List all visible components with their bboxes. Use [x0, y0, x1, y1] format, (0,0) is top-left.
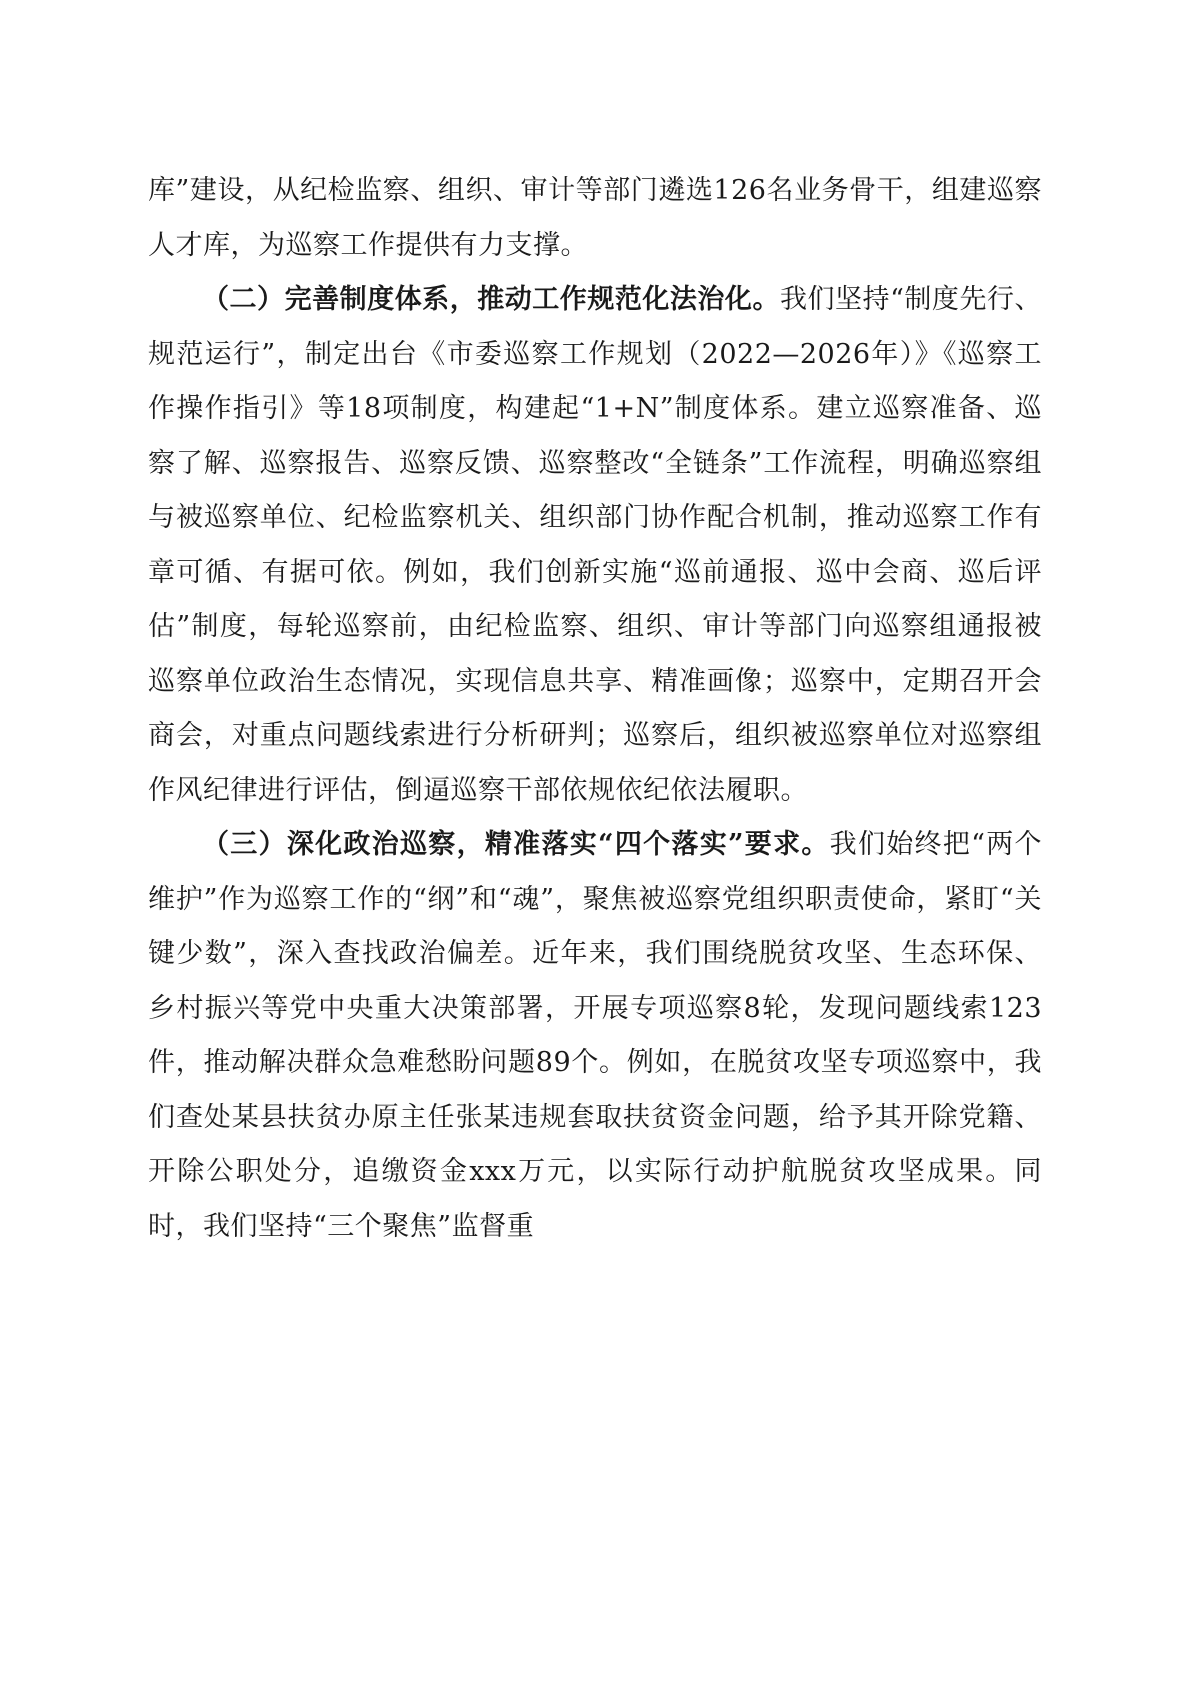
- document-page: [148, 164, 1042, 1254]
- section-heading: （三）深化政治巡察，精准落实“四个落实”要求。: [202, 829, 830, 860]
- paragraph-body: 库”建设，从纪检监察、组织、审计等部门遴选126名业务骨干，组建巡察人才库，为巡察工作提供有力支撑。: [148, 175, 1042, 261]
- paragraph-section-2: [148, 273, 1042, 818]
- paragraph-body: 我们始终把“两个维护”作为巡察工作的“纲”和“魂”，聚焦被巡察党组织职责使命，紧盯“关键少数”，深入查找政治偏差。近年来，我们围绕脱贫攻坚、生态环保、乡村振兴等党中央重大决策部署，开展专项巡察8轮，发现问题线索123件，推动解决群众急难愁盼问题89个。例如，在脱贫攻坚专项巡察中，我们查处某县扶贫办原主任张某违规套取扶贫资金问题，给予其开除党籍、开除公职处分，追缴资金xxx万元，以实际行动护航脱贫攻坚成果。同时，我们坚持“三个聚焦”监督重: [148, 829, 1042, 1242]
- paragraph-section-3: [148, 818, 1042, 1254]
- paragraph-continuation: [148, 164, 1042, 273]
- paragraph-body: 我们坚持“制度先行、规范运行”，制定出台《市委巡察工作规划（2022—2026年）》《巡察工作操作指引》等18项制度，构建起“1+N”制度体系。建立巡察准备、巡察了解、巡察报告、巡察反馈、巡察整改“全链条”工作流程，明确巡察组与被巡察单位、纪检监察机关、组织部门协作配合机制，推动巡察工作有章可循、有据可依。例如，我们创新实施“巡前通报、巡中会商、巡后评估”制度，每轮巡察前，由纪检监察、组织、审计等部门向巡察组通报被巡察单位政治生态情况，实现信息共享、精准画像；巡察中，定期召开会商会，对重点问题线索进行分析研判；巡察后，组织被巡察单位对巡察组作风纪律进行评估，倒逼巡察干部依规依纪依法履职。: [148, 284, 1042, 806]
- section-heading: （二）完善制度体系，推动工作规范化法治化。: [202, 284, 780, 315]
